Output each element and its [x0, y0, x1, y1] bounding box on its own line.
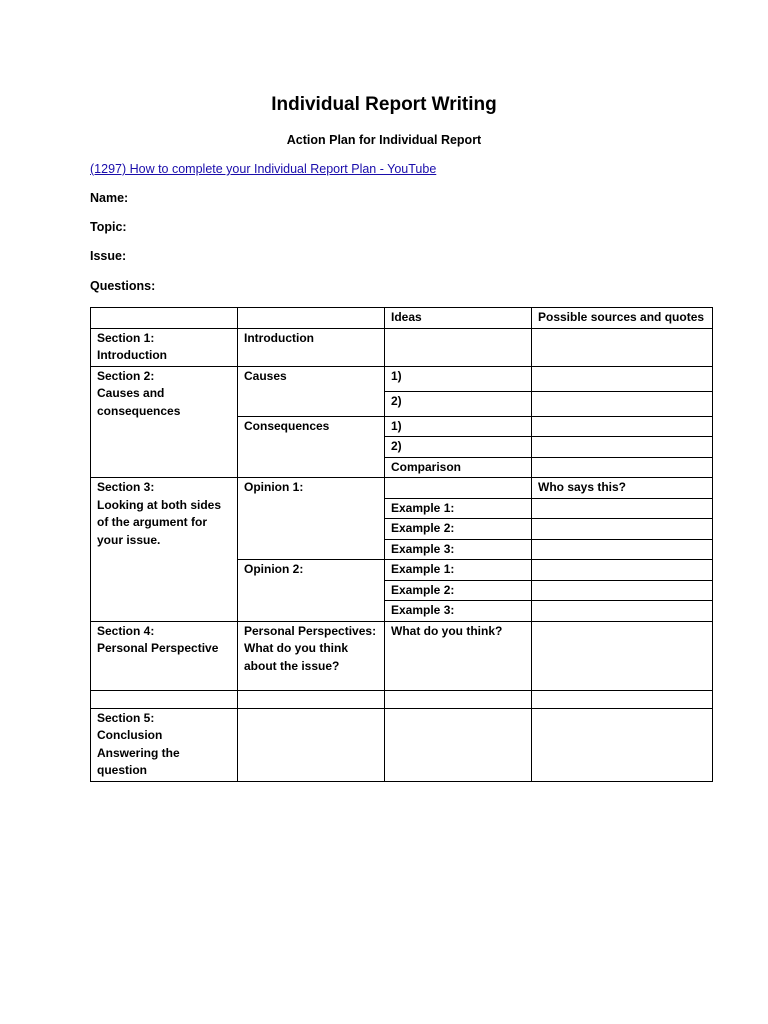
section-5-cell: Section 5: Conclusion Answering the question — [91, 708, 238, 781]
section-2-cell: Section 2: Causes and consequences — [91, 366, 238, 478]
opinion-1-example-2[interactable]: Example 2: — [385, 519, 532, 540]
introduction-sources-cell[interactable] — [532, 328, 713, 366]
name-label: Name: — [90, 191, 129, 205]
opinion-2-example-3[interactable]: Example 3: — [385, 601, 532, 622]
conclusion-ideas-cell[interactable] — [385, 708, 532, 781]
table-row — [91, 366, 713, 391]
opinion-1-source-1[interactable] — [532, 498, 713, 519]
table-row — [91, 690, 713, 708]
what-do-you-think-cell[interactable]: What do you think? — [385, 621, 532, 690]
table-row — [91, 478, 713, 499]
causes-label: Causes — [238, 366, 385, 416]
table-header-row — [91, 308, 713, 329]
opinion-1-label: Opinion 1: — [238, 478, 385, 560]
opinion-1-idea-cell[interactable] — [385, 478, 532, 499]
opinion-1-source-2[interactable] — [532, 519, 713, 540]
consequences-label: Consequences — [238, 416, 385, 478]
header-cell-blank-1 — [91, 308, 238, 329]
header-ideas: Ideas — [385, 308, 532, 329]
blank-cell — [91, 690, 238, 708]
header-sources: Possible sources and quotes — [532, 308, 713, 329]
document-title: Individual Report Writing — [271, 94, 497, 115]
table-row — [91, 621, 713, 690]
action-plan-table — [90, 307, 713, 782]
opinion-1-source-3[interactable] — [532, 539, 713, 560]
opinion-2-source-2[interactable] — [532, 580, 713, 601]
causes-source-2[interactable] — [532, 391, 713, 416]
opinion-1-example-1[interactable]: Example 1: — [385, 498, 532, 519]
issue-label: Issue: — [90, 249, 127, 263]
section-3-cell: Section 3: Looking at both sides of the argument for your issue. — [91, 478, 238, 622]
personal-sources-cell[interactable] — [532, 621, 713, 690]
comparison-idea[interactable]: Comparison — [385, 457, 532, 478]
personal-perspectives-label: Personal Perspectives: What do you think about the issue? — [238, 621, 385, 690]
consequences-source-1[interactable] — [532, 416, 713, 437]
opinion-1-example-3[interactable]: Example 3: — [385, 539, 532, 560]
document-subtitle: Action Plan for Individual Report — [286, 133, 482, 147]
table-row — [91, 328, 713, 366]
opinion-2-label: Opinion 2: — [238, 560, 385, 622]
questions-label: Questions: — [90, 279, 156, 293]
opinion-2-example-2[interactable]: Example 2: — [385, 580, 532, 601]
section-1-cell: Section 1: Introduction — [91, 328, 238, 366]
conclusion-label-cell — [238, 708, 385, 781]
introduction-label: Introduction — [238, 328, 385, 366]
comparison-source[interactable] — [532, 457, 713, 478]
opinion-2-example-1[interactable]: Example 1: — [385, 560, 532, 581]
consequences-idea-2[interactable]: 2) — [385, 437, 532, 458]
blank-cell — [238, 690, 385, 708]
introduction-ideas-cell[interactable] — [385, 328, 532, 366]
opinion-2-source-3[interactable] — [532, 601, 713, 622]
causes-idea-2[interactable]: 2) — [385, 391, 532, 416]
topic-label: Topic: — [90, 220, 127, 234]
blank-cell[interactable] — [385, 690, 532, 708]
header-cell-blank-2 — [238, 308, 385, 329]
conclusion-sources-cell[interactable] — [532, 708, 713, 781]
consequences-idea-1[interactable]: 1) — [385, 416, 532, 437]
opinion-2-source-1[interactable] — [532, 560, 713, 581]
youtube-link[interactable]: (1297) How to complete your Individual Report Plan - YouTube — [90, 162, 437, 176]
table-row — [91, 708, 713, 781]
blank-cell[interactable] — [532, 690, 713, 708]
who-says-label: Who says this? — [532, 478, 713, 499]
consequences-source-2[interactable] — [532, 437, 713, 458]
section-4-cell: Section 4: Personal Perspective — [91, 621, 238, 690]
causes-idea-1[interactable]: 1) — [385, 366, 532, 391]
causes-source-1[interactable] — [532, 366, 713, 391]
